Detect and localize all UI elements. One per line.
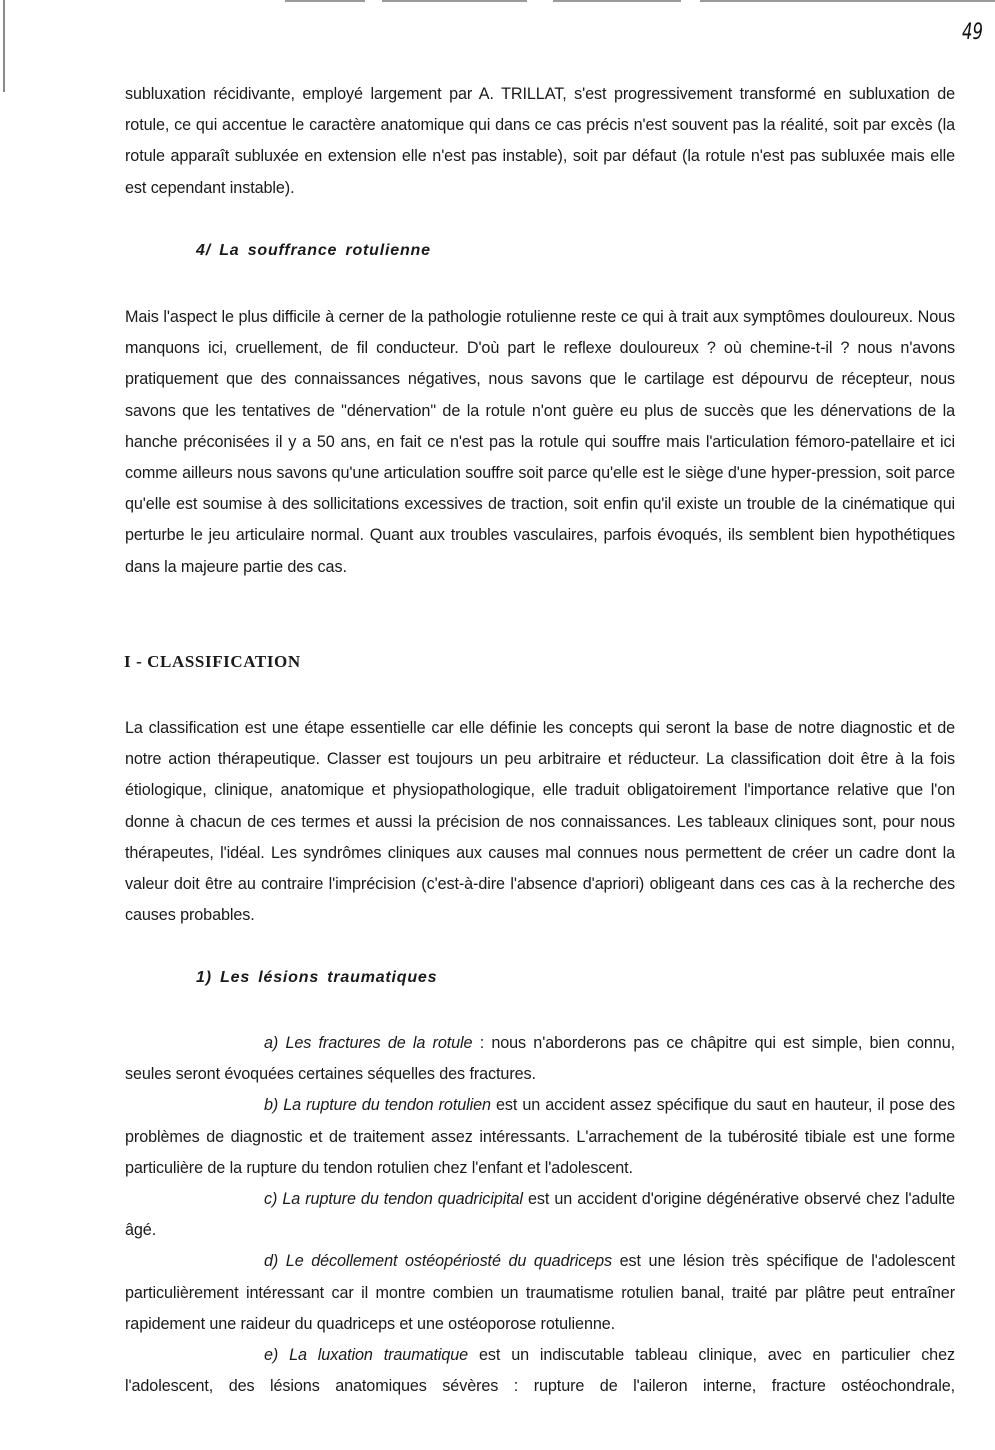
lesion-title: e) La luxation traumatique <box>264 1346 469 1365</box>
lesion-item-luxation <box>125 1340 955 1402</box>
lesions-list <box>125 1028 955 1402</box>
scan-margin-line <box>3 0 5 92</box>
scan-top-edge <box>0 0 995 4</box>
classification-paragraph-block <box>125 713 955 931</box>
lesion-title: c) La rupture du tendon quadricipital <box>264 1190 523 1209</box>
souffrance-paragraph: Mais l'aspect le plus difficile à cerner de la pathologie rotulienne reste ce qui à trait aux symptômes douloureux. Nous manquons ici, cruellement, de fil conducteur. D'où part le reflexe douloureux ? où chemine-t-il ? nous n'avons pratiquement que des connaissances négatives, nous savons que le cartilage est dépourvu de récepteur, nous savons que les tentatives de "dénervation" de la rotule n'ont guère eu plus de succès que les dénervations de la hanche préconisées il y a 50 ans, en fait ce n'est pas la rotule qui souffre mais l'articulation fémoro-patellaire et ici comme ailleurs nous savons qu'une articulation souffre soit parce qu'elle est le siège d'une hyper-pression, soit parce qu'elle est soumise à des sollicitations excessives de traction, soit enfin qu'il existe un trouble de la cinématique qui perturbe le jeu articulaire normal. Quant aux troubles vasculaires, parfois évoqués, ils semblent bien hypothétiques dans la majeure partie des cas. <box>125 308 955 576</box>
souffrance-paragraph-block <box>125 302 955 583</box>
intro-paragraph: subluxation récidivante, employé largement par A. TRILLAT, s'est progressivement transformé en subluxation de rotule, ce qui accentue le caractère anatomique qui dans ce cas précis n'est souvent pas la réalité, soit par excès (la rotule apparaît subluxée en extension elle n'est pas instable), soit par défaut (la rotule n'est pas subluxée mais elle est cependant instable). <box>125 85 955 197</box>
heading-souffrance-rotulienne: 4/ La souffrance rotulienne <box>196 242 431 259</box>
lesion-item-fractures <box>125 1028 955 1090</box>
intro-paragraph-block <box>125 79 955 204</box>
lesion-item-tendon-rotulien <box>125 1090 955 1184</box>
lesion-text: est un indiscutable tableau clinique, avec en particulier chez l'adolescent, des lésions anatomiques sévères : rupture de l'aileron interne, fracture ostéochondrale, <box>125 1346 955 1396</box>
lesion-item-tendon-quadricipital <box>125 1184 955 1246</box>
page-number: 49 <box>962 20 983 45</box>
lesion-item-decollement <box>125 1246 955 1340</box>
lesion-title: d) Le décollement ostéopériosté du quadriceps <box>264 1252 613 1271</box>
lesion-title: a) Les fractures de la rotule <box>264 1034 473 1052</box>
lesion-text: : nous n'aborderons pas ce châpitre qui est simple, bien connu, seules seront évoquées certaines séquelles des fractures. <box>125 1034 955 1084</box>
classification-paragraph: La classification est une étape essentielle car elle définie les concepts qui seront la base de notre diagnostic et de notre action thérapeutique. Classer est toujours un peu arbitraire et réducteur. La classification doit être à la fois étiologique, clinique, anatomique et physiopathologique, elle traduit obligatoirement l'importance relative que l'on donne à chacun de ces termes et aussi la précision de nos connaissances. Les tableaux cliniques sont, pour nous thérapeutes, l'idéal. Les syndrômes cliniques aux causes mal connues nous permettent de créer un cadre dont la valeur doit être au contraire l'imprécision (c'est-à-dire l'absence d'apriori) obligeant dans ces cas à la recherche des causes probables. <box>125 719 955 925</box>
lesion-title: b) La rupture du tendon rotulien <box>264 1096 491 1115</box>
lesion-text: est un accident assez spécifique du saut en hauteur, il pose des problèmes de diagnostic et de traitement assez intéressants. L'arrachement de la tubérosité tibiale est une forme particulière de la rupture du tendon rotulien chez l'enfant et l'adolescent. <box>125 1096 956 1177</box>
heading-lesions-traumatiques: 1) Les lésions traumatiques <box>196 969 438 986</box>
heading-classification: I - CLASSIFICATION <box>124 652 301 671</box>
lesion-text: est un accident d'origine dégénérative observé chez l'adulte âgé. <box>125 1190 955 1240</box>
lesion-text: est une lésion très spécifique de l'adolescent particulièrement intéressant car il montre combien un traumatisme rotulien banal, traité par plâtre peut entraîner rapidement une raideur du quadriceps et une ostéoporose rotulienne. <box>125 1252 956 1333</box>
